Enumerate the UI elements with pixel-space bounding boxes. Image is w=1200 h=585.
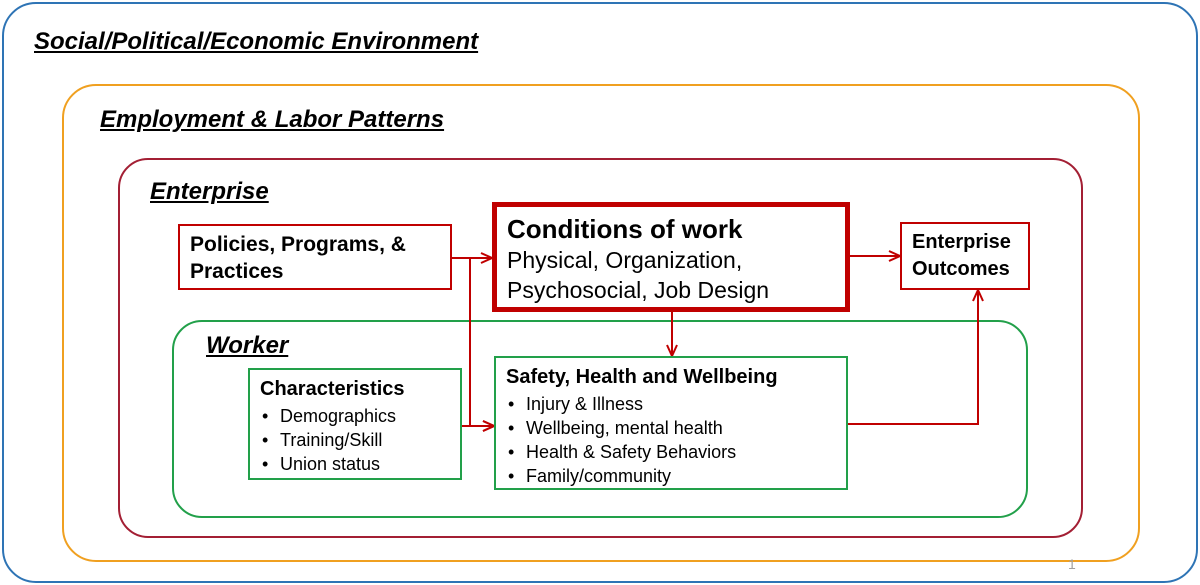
safety-item: • Injury & Illness [506,392,836,416]
characteristics-item: • Training/Skill [260,428,450,452]
safety-health-wellbeing-box [494,356,848,490]
enterprise-title: Enterprise [150,178,269,205]
outcomes-label: Enterprise Outcomes [912,231,1011,280]
slide-page-number: 1 [1068,556,1076,572]
characteristics-item: • Union status [260,452,450,476]
safety-item: • Family/community [506,464,836,488]
employment-title: Employment & Labor Patterns [100,106,445,133]
policies-to-safety-arrow [470,258,494,426]
safety-item: • Health & Safety Behaviors [506,440,836,464]
characteristics-title: Characteristics [260,378,405,400]
safety-item: • Wellbeing, mental health [506,416,836,440]
policies-programs-practices-box [178,224,452,290]
characteristics-box [248,368,462,480]
policies-label: Policies, Programs, & Practices [190,233,406,283]
conditions-of-work-box [492,202,850,312]
worker-title: Worker [206,332,289,359]
safety-title: Safety, Health and Wellbeing [506,366,778,388]
environment-title: Social/Political/Economic Environment [34,28,479,55]
conditions-subtitle: Physical, Organization, Psychosocial, Job Design [507,247,770,303]
characteristics-item: • Demographics [260,404,450,428]
enterprise-outcomes-box [900,222,1030,290]
safety-to-outcomes-arrow [848,290,978,424]
conditions-title: Conditions of work [507,214,743,244]
